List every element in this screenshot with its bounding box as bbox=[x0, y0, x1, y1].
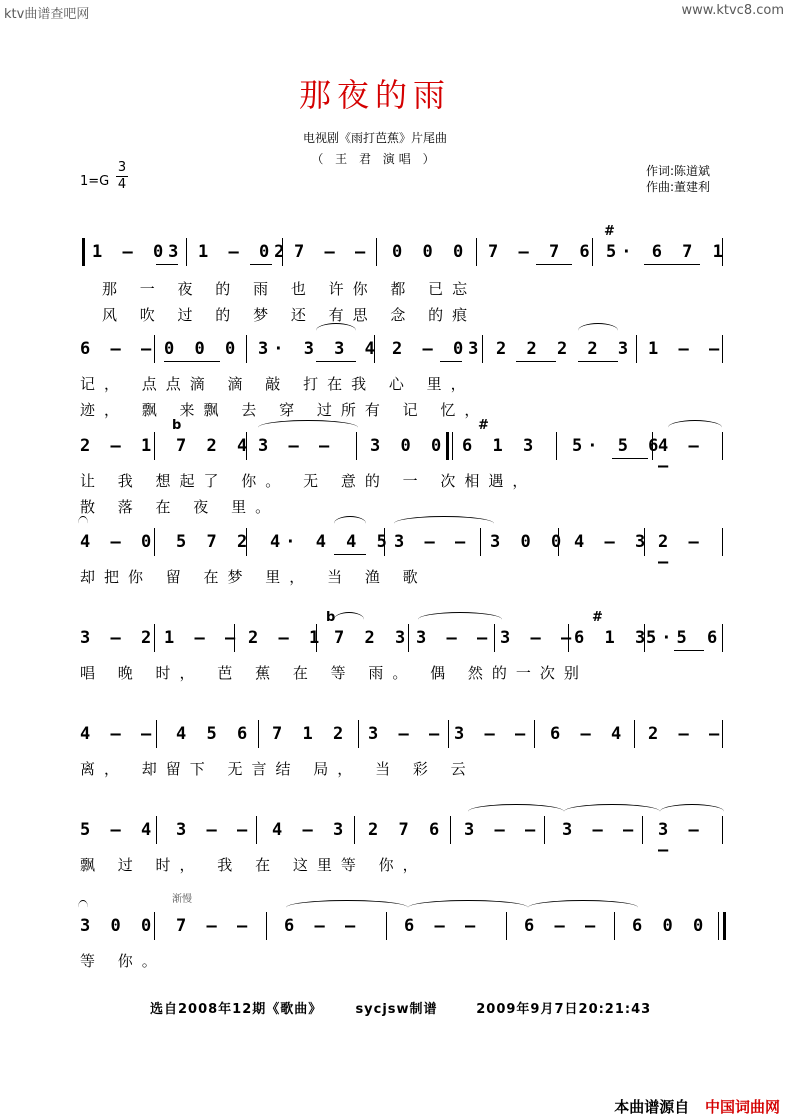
slur bbox=[578, 323, 618, 338]
tie bbox=[78, 516, 88, 531]
barline bbox=[246, 528, 247, 556]
measure: 3 — — bbox=[176, 820, 253, 840]
underline-beam bbox=[612, 458, 648, 459]
tie bbox=[528, 900, 638, 915]
barline bbox=[634, 720, 635, 748]
sharp-mark: # bbox=[592, 610, 603, 625]
flat-mark: b bbox=[172, 418, 182, 433]
score-row-4 bbox=[78, 520, 728, 586]
score-row-6 bbox=[78, 712, 728, 778]
measure: 6 — — bbox=[524, 916, 601, 936]
measure: 7 — — bbox=[176, 916, 253, 936]
measure: 6 — 4 bbox=[550, 724, 627, 744]
measure: 2 7 6 bbox=[368, 820, 445, 840]
barline bbox=[408, 624, 409, 652]
barline bbox=[722, 528, 723, 556]
bottom-source-site[interactable]: 中国词曲网 bbox=[704, 1098, 780, 1116]
barline bbox=[506, 912, 507, 940]
tie bbox=[408, 900, 528, 915]
tempo-marking: 渐慢 bbox=[172, 894, 192, 905]
barline bbox=[592, 238, 593, 266]
lyric-line-2: 迹， 飘 来飘 去 穿 过所有 记 忆， bbox=[80, 401, 489, 419]
score-row-7 bbox=[78, 808, 728, 874]
barline bbox=[266, 912, 267, 940]
lyric-line-1: 那 一 夜 的 雨 也 许你 都 已忘 bbox=[102, 280, 477, 298]
measure: 1 — 02 bbox=[198, 242, 290, 262]
barline bbox=[644, 528, 645, 556]
barline bbox=[376, 238, 377, 266]
notes-line bbox=[78, 520, 728, 572]
barline bbox=[358, 720, 359, 748]
barline bbox=[154, 528, 155, 556]
measure: 3 — — bbox=[416, 628, 493, 648]
bottom-source bbox=[614, 1096, 780, 1117]
barline bbox=[316, 624, 317, 652]
measure: 6 1 3 bbox=[574, 628, 651, 648]
slur bbox=[334, 612, 364, 627]
barline bbox=[386, 912, 387, 940]
underline-beam bbox=[578, 361, 618, 362]
measure: 3 — 2 bbox=[80, 628, 157, 648]
barline bbox=[354, 816, 355, 844]
underline-beam bbox=[644, 264, 700, 265]
measure: 6 — — bbox=[404, 916, 481, 936]
measure: 3 — — bbox=[658, 820, 704, 860]
notes-line bbox=[78, 712, 728, 752]
footer-timestamp: 2009年9月7日20:21:43 bbox=[476, 1002, 652, 1017]
measure: 1 — — bbox=[164, 628, 241, 648]
barline bbox=[452, 432, 453, 460]
underline-beam bbox=[674, 650, 704, 651]
barline bbox=[568, 624, 569, 652]
composer-credit: 作曲:董建利 bbox=[646, 180, 711, 194]
lyric-line-1: 却把你 留 在梦 里， 当 渔 歌 bbox=[80, 568, 427, 586]
measure: 6 1 3 bbox=[462, 436, 539, 456]
barline bbox=[544, 816, 545, 844]
barline bbox=[246, 335, 247, 363]
barline bbox=[480, 528, 481, 556]
barline bbox=[246, 432, 247, 460]
tie bbox=[668, 420, 722, 435]
measure: 2 — 1 bbox=[248, 628, 325, 648]
time-signature-bottom: 4 bbox=[117, 177, 127, 192]
tie bbox=[258, 420, 358, 435]
barline bbox=[722, 432, 723, 460]
measure: 7 — — bbox=[294, 242, 371, 262]
measure: 4 — 0 bbox=[80, 532, 157, 552]
barline bbox=[154, 912, 155, 940]
measure: 5· 5 6 bbox=[572, 436, 664, 456]
song-subtitle: 电视剧《雨打芭蕉》片尾曲 bbox=[302, 131, 447, 145]
measure: 1 — 03 bbox=[92, 242, 184, 262]
measure: 7 1 2 bbox=[272, 724, 349, 744]
start-repeat-barline bbox=[82, 238, 85, 266]
measure: 3· 3 3 4 bbox=[258, 339, 380, 359]
barline bbox=[722, 335, 723, 363]
barline bbox=[614, 912, 615, 940]
barline bbox=[234, 624, 235, 652]
measure: 4· 4 4 5 bbox=[270, 532, 392, 552]
slur bbox=[334, 516, 366, 531]
underline-beam bbox=[536, 264, 572, 265]
measure: 4 5 6 bbox=[176, 724, 253, 744]
bottom-source-prefix: 本曲谱源自 bbox=[614, 1098, 690, 1116]
barline bbox=[154, 432, 155, 460]
flat-mark: b bbox=[326, 610, 336, 625]
tie bbox=[394, 516, 494, 531]
measure: 5 7 2 bbox=[176, 532, 253, 552]
tie bbox=[78, 900, 88, 915]
measure: 3 — — bbox=[562, 820, 639, 840]
song-title: 那夜的雨 bbox=[298, 76, 451, 114]
score-row-1 bbox=[78, 224, 728, 324]
singer-credit: （ 王 君 演唱 ） bbox=[311, 152, 439, 166]
measure: 3 0 0 bbox=[370, 436, 447, 456]
barline bbox=[156, 816, 157, 844]
barline bbox=[642, 816, 643, 844]
lyric-line-1: 记， 点点滴 滴 敲 打在我 心 里， bbox=[80, 375, 475, 393]
measure: 5 — 4 bbox=[80, 820, 157, 840]
measure: 7 — 7 6 bbox=[488, 242, 595, 262]
measure: 1 — — bbox=[648, 339, 725, 359]
barline bbox=[356, 432, 357, 460]
sharp-mark: # bbox=[478, 418, 489, 433]
tie bbox=[418, 612, 502, 627]
time-signature bbox=[116, 160, 128, 193]
measure: 4 — — bbox=[658, 436, 704, 476]
measure: 2 — 03 bbox=[392, 339, 484, 359]
credits bbox=[646, 163, 710, 195]
slur bbox=[316, 323, 356, 338]
underline-beam bbox=[334, 554, 366, 555]
measure: 2 — — bbox=[658, 532, 704, 572]
measure: 6 — — bbox=[80, 339, 157, 359]
barline bbox=[718, 912, 719, 940]
tie bbox=[660, 804, 724, 819]
underline-beam bbox=[250, 264, 272, 265]
underline-beam bbox=[316, 361, 356, 362]
measure: 4 — — bbox=[80, 724, 157, 744]
lyric-line-1: 等 你。 bbox=[80, 952, 166, 970]
underline-beam bbox=[440, 361, 462, 362]
measure: 4 — 3 bbox=[574, 532, 651, 552]
measure: 2 — — bbox=[648, 724, 725, 744]
barline bbox=[652, 432, 653, 460]
measure: 2 2 2 2 3 bbox=[496, 339, 634, 359]
measure: 6 0 0 bbox=[632, 916, 709, 936]
barline bbox=[154, 335, 155, 363]
tie bbox=[286, 900, 408, 915]
measure: 6 — — bbox=[284, 916, 361, 936]
footer-source: 选自2008年12期《歌曲》 bbox=[150, 1002, 323, 1017]
measure: 0 0 0 bbox=[392, 242, 469, 262]
notes-line bbox=[78, 327, 728, 367]
barline bbox=[448, 720, 449, 748]
barline bbox=[722, 238, 723, 266]
barline bbox=[722, 816, 723, 844]
notes-line bbox=[78, 808, 728, 860]
barline bbox=[644, 624, 645, 652]
footer-maker: sycjsw制谱 bbox=[355, 1002, 438, 1017]
barline bbox=[258, 720, 259, 748]
lyric-line-1: 让 我 想起了 你。 无 意的 一 次相遇， bbox=[80, 472, 537, 490]
barline bbox=[476, 238, 477, 266]
barline bbox=[482, 335, 483, 363]
time-signature-top: 3 bbox=[117, 160, 127, 175]
underline-beam bbox=[516, 361, 556, 362]
sharp-mark: # bbox=[604, 224, 615, 239]
underline-beam bbox=[164, 361, 220, 362]
notes-line bbox=[78, 894, 728, 944]
score-row-3 bbox=[78, 418, 728, 516]
measure: 3 — — bbox=[454, 724, 531, 744]
measure: 3 — — bbox=[394, 532, 471, 552]
measure: 3 — — bbox=[258, 436, 335, 456]
underline-beam bbox=[156, 264, 178, 265]
measure: 3 — — bbox=[500, 628, 577, 648]
measure: 3 0 0 bbox=[80, 916, 157, 936]
barline bbox=[256, 816, 257, 844]
notes-line bbox=[78, 418, 728, 476]
barline bbox=[282, 238, 283, 266]
tie bbox=[468, 804, 564, 819]
site-url-right[interactable]: www.ktvc8.com bbox=[681, 3, 784, 18]
score-row-5 bbox=[78, 610, 728, 682]
lyricist-credit: 作词:陈道斌 bbox=[646, 164, 711, 178]
barline bbox=[156, 720, 157, 748]
notes-line bbox=[78, 610, 728, 656]
barline bbox=[636, 335, 637, 363]
score-row-8 bbox=[78, 894, 728, 970]
barline bbox=[556, 432, 557, 460]
lyric-line-2: 风 吹 过 的 梦 还 有思 念 的痕 bbox=[102, 306, 477, 324]
score-row-2 bbox=[78, 327, 728, 419]
barline bbox=[450, 816, 451, 844]
barline bbox=[374, 335, 375, 363]
lyric-line-2: 散 落 在 夜 里。 bbox=[80, 498, 280, 516]
notes-line bbox=[78, 224, 728, 270]
barline bbox=[154, 624, 155, 652]
measure: 2 — 1 bbox=[80, 436, 157, 456]
site-name-left[interactable]: ktv曲谱查吧网 bbox=[4, 7, 90, 22]
barline bbox=[722, 624, 723, 652]
end-repeat-barline bbox=[446, 432, 449, 460]
barline bbox=[494, 624, 495, 652]
measure: 7 2 3 bbox=[334, 628, 411, 648]
measure: 4 — 3 bbox=[272, 820, 349, 840]
measure: 0 0 0 bbox=[164, 339, 241, 359]
barline bbox=[186, 238, 187, 266]
measure: 3 — — bbox=[368, 724, 445, 744]
barline bbox=[534, 720, 535, 748]
barline bbox=[384, 528, 385, 556]
measure: 3 — — bbox=[464, 820, 541, 840]
barline bbox=[558, 528, 559, 556]
measure: 5·5 6 bbox=[646, 628, 723, 648]
lyric-line-1: 离， 却留下 无言结 局， 当 彩 云 bbox=[80, 760, 475, 778]
measure: 3 0 0 bbox=[490, 532, 567, 552]
lyric-line-1: 飘 过 时， 我 在 这里等 你， bbox=[80, 856, 427, 874]
measure: 5· 6 7 1 bbox=[606, 242, 728, 262]
measure: 7 2 4 bbox=[176, 436, 253, 456]
tie bbox=[564, 804, 660, 819]
key-signature: 1=G bbox=[80, 174, 110, 189]
lyric-line-1: 唱 晚 时， 芭 蕉 在 等 雨。 偶 然的一次别 bbox=[80, 664, 588, 682]
barline bbox=[722, 720, 723, 748]
final-barline bbox=[723, 912, 726, 940]
footer-info bbox=[150, 998, 651, 1017]
